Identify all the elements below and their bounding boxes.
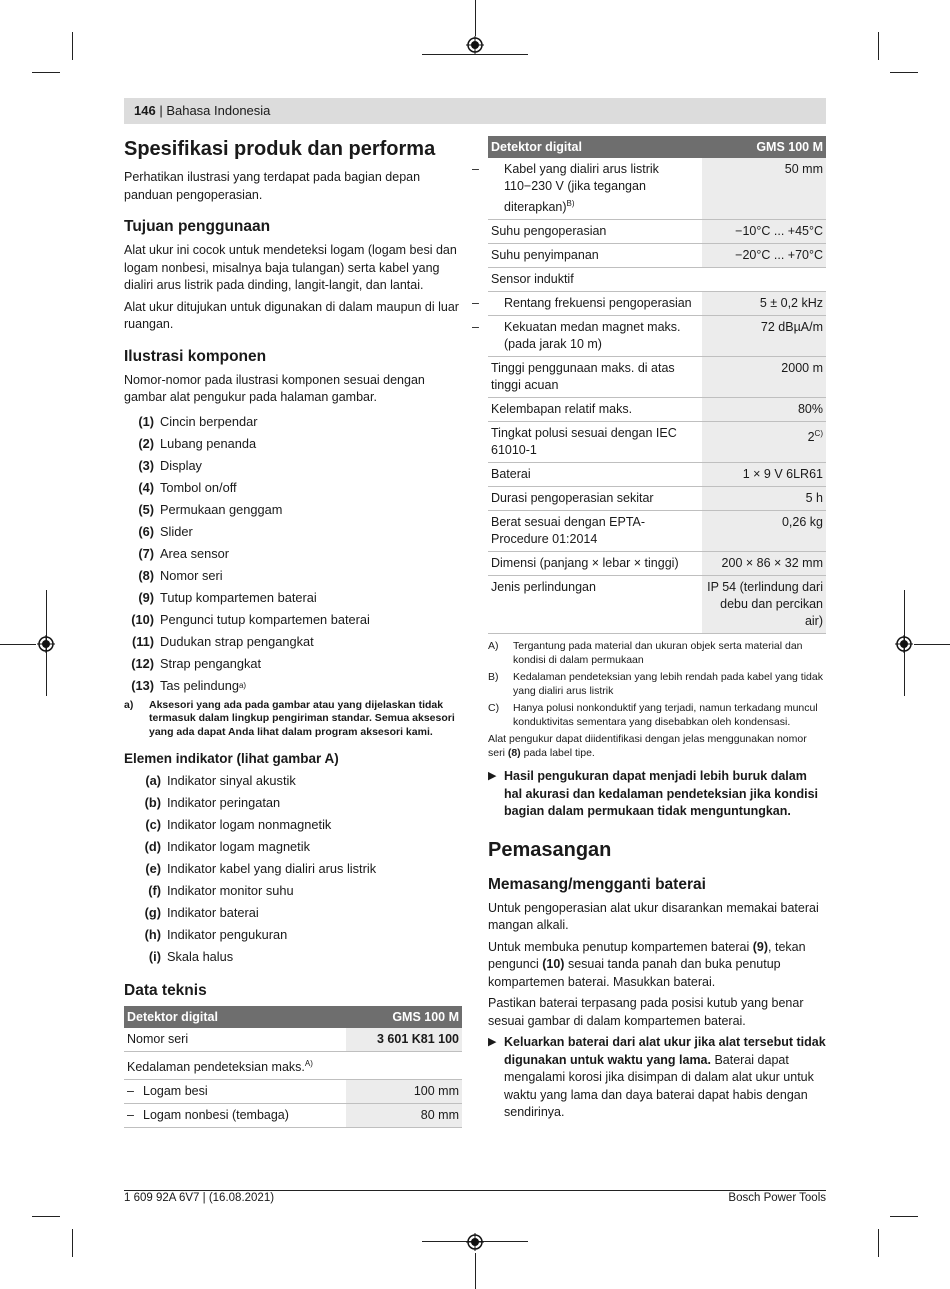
header-language: Bahasa Indonesia: [166, 103, 271, 118]
item-label: Indikator pengukuran: [167, 927, 288, 942]
cell-value: 100 mm: [346, 1080, 462, 1104]
item-label: Slider: [160, 523, 193, 539]
list-item: [124, 770, 462, 792]
crop-mark: [72, 1229, 73, 1257]
indicator-list: [124, 770, 462, 968]
table-head-right: GMS 100 M: [702, 136, 826, 158]
component-list: [124, 411, 462, 697]
registration-mark-icon: [466, 1233, 484, 1251]
item-number: (8): [138, 567, 154, 583]
item-number: (f): [148, 883, 161, 898]
cell-label: [124, 1052, 462, 1080]
serial-note-text: pada label tipe.: [523, 746, 595, 759]
list-item: [124, 477, 462, 499]
tech-data-table-continued: [472, 136, 826, 634]
footnote-ref: B): [566, 199, 575, 208]
cable-label: Kabel yang dialiri arus listrik 110−230 V (jika tegangan diterapkan): [504, 162, 659, 215]
cell-label: Sensor induktif: [488, 268, 826, 292]
item-number: (12): [131, 655, 154, 671]
crop-mark: [878, 1229, 879, 1257]
item-number: (13): [131, 677, 154, 693]
list-item: [124, 836, 462, 858]
footnote-ref: C): [814, 429, 823, 439]
item-number: (3): [138, 457, 154, 473]
crop-mark: [32, 1216, 60, 1217]
item-number: (2): [138, 435, 154, 451]
item-label: Indikator logam nonmagnetik: [167, 817, 332, 832]
crop-mark: [475, 0, 476, 36]
item-label: Indikator peringatan: [167, 795, 281, 810]
battery-text: Untuk membuka penutup kompartemen baterai: [488, 939, 750, 954]
serial-note-ref: (8): [507, 746, 521, 759]
list-item: [124, 587, 462, 609]
serial-note: [488, 733, 826, 760]
item-label: Indikator kabel yang dialiri arus listrik: [167, 861, 377, 876]
item-label: Indikator monitor suhu: [167, 883, 294, 898]
list-item: [124, 880, 462, 902]
indicators-heading: Elemen indikator (lihat gambar A): [124, 751, 339, 766]
table-row: [488, 357, 826, 398]
list-item: [124, 814, 462, 836]
battery-text: sesuai tanda panah dan buka penutup kompartemen baterai. Masukkan baterai.: [488, 957, 781, 989]
item-number: (h): [144, 927, 161, 942]
cell-label: Suhu pengoperasian: [488, 220, 702, 244]
cell-value: 80 mm: [346, 1104, 462, 1128]
table-row: [488, 576, 826, 634]
table-footnote: [488, 671, 826, 698]
footnote-key: C): [488, 702, 500, 715]
table-row: [488, 158, 826, 220]
registration-mark-icon: [895, 635, 913, 653]
list-item: [124, 902, 462, 924]
crop-mark: [878, 32, 879, 60]
cell-value: [702, 422, 826, 463]
item-label: Cincin berpendar: [160, 413, 258, 429]
item-number: (e): [145, 861, 161, 876]
components-heading: Ilustrasi komponen: [124, 347, 267, 365]
bullet-triangle-icon: ▶: [488, 1036, 497, 1049]
table-head-left: Detektor digital: [124, 1006, 346, 1028]
cell-label: – Kabel yang dialiri arus listrik 110−230 V (jika tegangan diterapkan)$^{B)}$: [488, 158, 702, 220]
table-row: [488, 511, 826, 552]
cell-value: −10°C ... +45°C: [702, 220, 826, 244]
item-number: (c): [145, 817, 161, 832]
footnote-ref: a): [238, 680, 247, 690]
left-column: [124, 136, 462, 1128]
install-heading: Pemasangan: [488, 838, 612, 861]
item-number: (b): [144, 795, 161, 810]
battery-text: , tekan pengunci: [488, 939, 806, 972]
cell-value: 5 h: [702, 487, 826, 511]
table-row: [488, 292, 826, 316]
table-row: [488, 487, 826, 511]
usage-paragraph: Alat ukur ini cocok untuk mendeteksi logam (logam besi dan logam nonbesi, misalnya baja tulangan) serta kabel yang dialiri arus listrik pada dinding, langit-langit, dan lantai.: [124, 243, 457, 292]
item-number: (a): [145, 773, 161, 788]
list-item: [124, 792, 462, 814]
crop-mark: [890, 1216, 918, 1217]
warning-note: [488, 768, 826, 821]
cell-value: 50 mm: [702, 158, 826, 220]
item-label: Indikator sinyal akustik: [167, 773, 296, 788]
crop-mark: [475, 1253, 476, 1289]
cell-value: 72 dBµA/m: [702, 316, 826, 357]
item-number: (7): [138, 545, 154, 561]
cell-value: 3 601 K81 100: [346, 1028, 462, 1052]
list-item: [124, 609, 462, 631]
cell-label: Dimensi (panjang × lebar × tinggi): [488, 552, 702, 576]
cell-label: Tingkat polusi sesuai dengan IEC 61010-1: [488, 422, 702, 463]
footer-rule: [124, 1190, 826, 1191]
battery-paragraph: Untuk pengoperasian alat ukur disarankan memakai baterai mangan alkali.: [488, 900, 819, 933]
bullet-triangle-icon: ▶: [488, 770, 497, 783]
depth-label: Kedalaman pendeteksian maks.: [127, 1060, 305, 1075]
list-item: [124, 631, 462, 653]
footnote-ref: A): [304, 1059, 313, 1068]
cell-value: 5 ± 0,2 kHz: [702, 292, 826, 316]
cell-value: 1 × 9 V 6LR61: [702, 463, 826, 487]
list-item: [124, 675, 462, 697]
crop-mark: [32, 72, 60, 73]
footnote-key: B): [488, 671, 499, 684]
tech-data-heading: Data teknis: [124, 982, 207, 999]
crop-mark: [0, 644, 36, 645]
battery-paragraph: [488, 939, 826, 992]
page-header: 146 | Bahasa Indonesia: [134, 103, 271, 118]
battery-paragraph: Pastikan baterai terpasang pada posisi kutub yang benar sesuai gambar di dalam kompartemen baterai.: [488, 996, 804, 1028]
table-row: [488, 268, 826, 292]
footer-brand: Bosch Power Tools: [728, 1192, 826, 1204]
cell-label: Durasi pengoperasian sekitar: [488, 487, 702, 511]
usage-heading: Tujuan penggunaan: [124, 218, 271, 235]
pollution-value: 2: [807, 430, 815, 445]
cell-value: −20°C ... +70°C: [702, 244, 826, 268]
cell-label: – Kekuatan medan magnet maks. (pada jarak 10 m): [488, 316, 702, 357]
item-number: (9): [138, 589, 154, 605]
item-label: Display: [160, 457, 202, 473]
item-number: (6): [138, 523, 154, 539]
footnote-text: Kedalaman pendeteksian yang lebih rendah pada kabel yang tidak yang dialiri arus listrik: [513, 671, 823, 697]
cell-value: 2000 m: [702, 357, 826, 398]
footnote-key: A): [488, 640, 499, 653]
list-item: [124, 455, 462, 477]
item-label: Tutup kompartemen baterai: [160, 589, 317, 605]
item-label: Tas pelindung: [160, 677, 239, 693]
item-label: Nomor seri: [160, 567, 223, 583]
table-row: [488, 316, 826, 357]
cell-label: Nomor seri: [124, 1028, 346, 1052]
table-row: [124, 1028, 462, 1052]
field-label: Kekuatan medan magnet maks. (pada jarak 10 m): [504, 320, 681, 352]
item-number: (10): [131, 611, 154, 627]
item-label: Indikator logam magnetik: [167, 839, 310, 854]
battery-heading: Memasang/mengganti baterai: [488, 875, 706, 893]
crop-mark: [914, 644, 950, 645]
battery-warning-text: Baterai dapat mengalami korosi jika disimpan di dalam alat ukur untuk waktu yang lama dan daya baterai dapat habis dengan sendirinya.: [504, 1052, 814, 1120]
list-item: [124, 543, 462, 565]
cell-label: Kelembapan relatif maks.: [488, 398, 702, 422]
list-item: [124, 653, 462, 675]
list-item: [124, 924, 462, 946]
list-item: [124, 946, 462, 968]
intro-text: Perhatikan ilustrasi yang terdapat pada bagian depan panduan pengoperasian.: [124, 170, 421, 202]
table-row: [124, 1104, 462, 1128]
footnote-text: Tergantung pada material dan ukuran objek serta material dan kondisi di dalam permukaan: [513, 640, 803, 666]
components-intro: Nomor-nomor pada ilustrasi komponen sesuai dengan gambar alat pengukur pada halaman gambar.: [124, 372, 425, 404]
table-footnote: [488, 640, 826, 667]
table-row: [124, 1080, 462, 1104]
item-label: Pengunci tutup kompartemen baterai: [160, 611, 370, 627]
crop-mark: [890, 72, 918, 73]
table-row: [488, 398, 826, 422]
table-row: [488, 220, 826, 244]
table-row: [124, 1052, 462, 1080]
item-number: (4): [138, 479, 154, 495]
registration-mark-icon: [37, 635, 55, 653]
table-row: [488, 463, 826, 487]
ferrous-label: Logam besi: [143, 1084, 208, 1099]
registration-mark-icon: [466, 36, 484, 54]
cell-label: – Rentang frekuensi pengoperasian: [488, 292, 702, 316]
item-label: Dudukan strap pengangkat: [160, 633, 314, 649]
list-item: [124, 858, 462, 880]
item-number: (1): [138, 413, 154, 429]
page-number: 146: [134, 103, 156, 118]
list-item: [124, 565, 462, 587]
table-row: [488, 422, 826, 463]
battery-warning: [488, 1034, 826, 1122]
right-column: [472, 136, 826, 1126]
footnote-text: Aksesori yang ada pada gambar atau yang dijelaskan tidak termasuk dalam lingkup pengiriman standar. Semua aksesori yang ada dapat Anda lihat dalam program aksesori kami.: [149, 698, 455, 738]
table-row: [488, 244, 826, 268]
footnote-text: Hanya polusi nonkonduktif yang terjadi, namun terkadang muncul konduktivitas sementara yang disebabkan oleh kondensasi.: [513, 702, 818, 728]
cell-value: IP 54 (terlindung dari debu dan percikan air): [702, 576, 826, 634]
usage-paragraph: Alat ukur ditujukan untuk digunakan di dalam maupun di luar ruangan.: [124, 299, 459, 331]
table-footnote: [488, 702, 826, 729]
battery-ref: (9): [752, 939, 769, 954]
cell-label: – Logam nonbesi (tembaga): [124, 1104, 346, 1128]
item-label: Skala halus: [167, 949, 234, 964]
item-label: Lubang penanda: [160, 435, 257, 451]
crop-mark: [72, 32, 73, 60]
item-number: (11): [131, 633, 154, 649]
battery-ref: (10): [542, 957, 565, 972]
tech-data-table: [124, 1006, 462, 1128]
footnote-key: a): [124, 698, 134, 711]
item-number: (5): [138, 501, 154, 517]
cell-label: Baterai: [488, 463, 702, 487]
list-item: [124, 433, 462, 455]
item-number: (i): [148, 949, 161, 964]
cell-value: 0,26 kg: [702, 511, 826, 552]
cell-label: Tinggi penggunaan maks. di atas tinggi acuan: [488, 357, 702, 398]
table-head-left: Detektor digital: [488, 136, 702, 158]
item-number: (d): [144, 839, 161, 854]
cell-label: Berat sesuai dengan EPTA-Procedure 01:2014: [488, 511, 702, 552]
warning-text: Hasil pengukuran dapat menjadi lebih buruk dalam hal akurasi dan kedalaman pendeteksian jika kondisi bagian dalam permukaan tidak menguntungkan.: [504, 769, 819, 819]
cell-value: 80%: [702, 398, 826, 422]
list-item: [124, 499, 462, 521]
table-head-right: GMS 100 M: [346, 1006, 462, 1028]
nonferrous-label: Logam nonbesi (tembaga): [143, 1108, 289, 1123]
cell-value: 200 × 86 × 32 mm: [702, 552, 826, 576]
item-label: Indikator baterai: [167, 905, 259, 920]
list-item: [124, 411, 462, 433]
list-item: [124, 521, 462, 543]
freq-label: Rentang frekuensi pengoperasian: [504, 296, 692, 311]
cell-label: Suhu penyimpanan: [488, 244, 702, 268]
table-row: [488, 552, 826, 576]
cell-label: Jenis perlindungan: [488, 576, 702, 634]
item-label: Permukaan genggam: [160, 501, 283, 517]
components-footnote: [124, 699, 462, 740]
item-label: Area sensor: [160, 545, 229, 561]
item-label: Strap pengangkat: [160, 655, 262, 671]
crop-mark: [422, 54, 528, 55]
item-number: (g): [144, 905, 161, 920]
serial-note-text: Alat pengukur dapat diidentifikasi dengan jelas menggunakan nomor seri: [488, 733, 807, 759]
section-title: Spesifikasi produk dan performa: [124, 138, 436, 160]
battery-warning-bold: Keluarkan baterai dari alat ukur jika alat tersebut tidak digunakan untuk waktu yang lama.: [504, 1035, 826, 1067]
cell-label: – Logam besi: [124, 1080, 346, 1104]
item-label: Tombol on/off: [160, 479, 237, 495]
footer-doc-number: 1 609 92A 6V7 | (16.08.2021): [124, 1192, 275, 1204]
